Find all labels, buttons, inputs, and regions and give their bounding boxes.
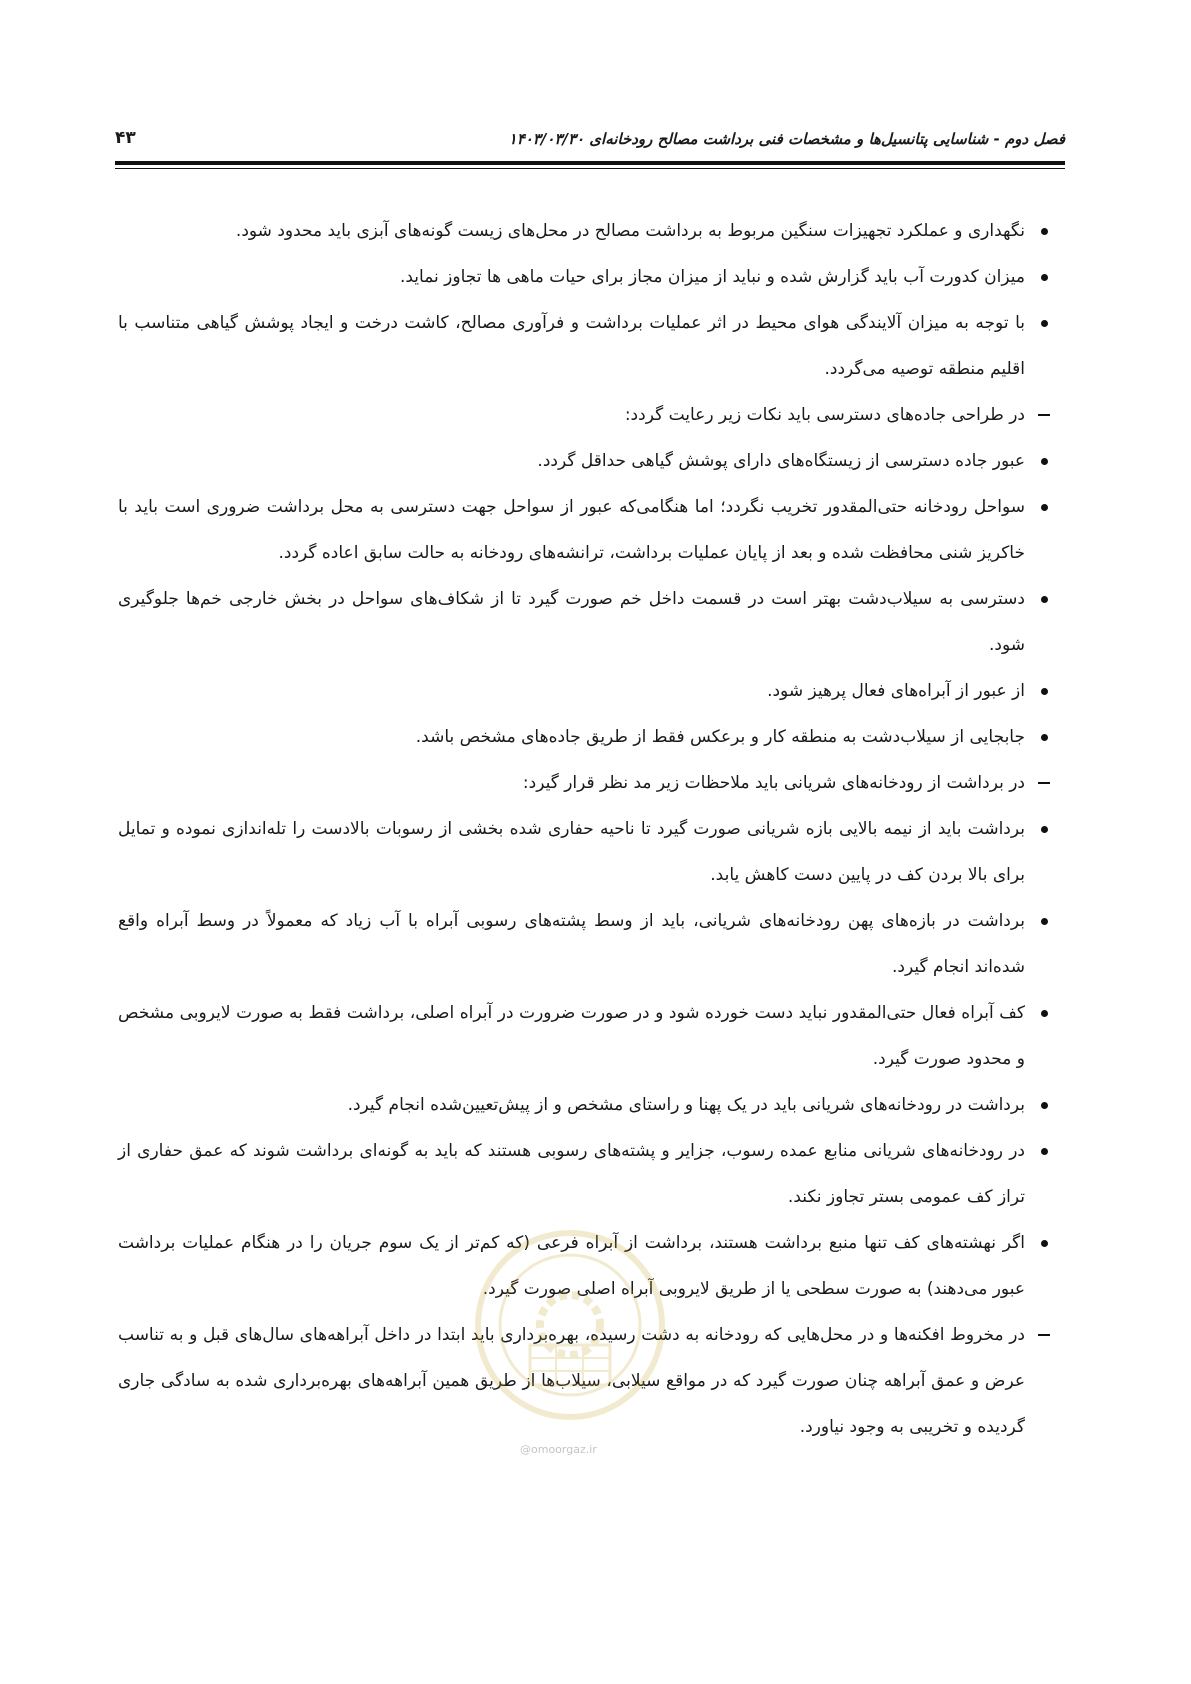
header-rule-thin [115, 168, 1065, 169]
chapter-title: فصل دوم - شناسایی پتانسیل‌ها و مشخصات فنی برداشت مصالح رودخانه‌ای ۱۴۰۳/۰۳/۳۰ [508, 130, 1065, 148]
item-text: در مخروط افکنه‌ها و در محل‌هایی که رودخانه به دشت رسیده، بهره‌برداری باید ابتدا در داخل آبراهه‌های سال‌های قبل و به تناسب عرض و عمق آبراهه چنان صورت گیرد که در مواقع سیلابی، سیلاب‌ها از طریق همین آبراهه‌های بهره‌برداری شده به سادگی جاری گردیده و تخریبی به وجود نیاورد. [118, 1325, 1025, 1437]
bullet-item [118, 1220, 1063, 1312]
bullet-icon [1025, 898, 1063, 944]
bullet-icon [1025, 990, 1063, 1036]
bullet-item [118, 300, 1063, 392]
bullet-icon [1025, 1082, 1063, 1128]
dash-item [118, 1312, 1063, 1450]
item-text: در طراحی جاده‌های دسترسی باید نکات زیر رعایت گردد: [624, 405, 1025, 425]
bullet-icon [1025, 576, 1063, 622]
bullet-icon [1025, 806, 1063, 852]
item-text: در رودخانه‌های شریانی منابع عمده رسوب، جزایر و پشته‌های رسوبی هستند که باید به گونه‌ای برداشت شوند که عمق حفاری از تراز کف عمومی بستر تجاوز نکند. [118, 1141, 1025, 1207]
bullet-icon [1025, 438, 1063, 484]
item-text: در برداشت از رودخانه‌های شریانی باید ملاحظات زیر مد نظر قرار گیرد: [522, 773, 1025, 793]
bullet-item [118, 484, 1063, 576]
dash-item [118, 760, 1063, 806]
item-text: برداشت باید از نیمه بالایی بازه شریانی صورت گیرد تا ناحیه حفاری شده بخشی از رسوبات بالادست را تله‌اندازی نموده و تمایل برای بالا بردن کف در پایین دست کاهش یابد. [118, 819, 1025, 885]
bullet-icon [1025, 668, 1063, 714]
header-rule-thick [115, 161, 1065, 165]
bullet-item [118, 1128, 1063, 1220]
dash-item [118, 392, 1063, 438]
bullet-item [118, 254, 1063, 300]
bullet-icon [1025, 300, 1063, 346]
bullet-icon [1025, 1220, 1063, 1266]
item-text: برداشت در بازه‌های پهن رودخانه‌های شریانی، باید از وسط پشته‌های رسوبی آبراه با آب زیاد که معمولاً در وسط آبراه واقع شده‌اند انجام گیرد. [118, 911, 1025, 977]
dash-icon [1025, 1312, 1063, 1358]
bullet-icon [1025, 484, 1063, 530]
bullet-icon [1025, 714, 1063, 760]
bullet-item [118, 714, 1063, 760]
bullet-item [118, 990, 1063, 1082]
dash-icon [1025, 392, 1063, 438]
bullet-icon [1025, 208, 1063, 254]
bullet-item [118, 806, 1063, 898]
item-text: برداشت در رودخانه‌های شریانی باید در یک پهنا و راستای مشخص و از پیش‌تعیین‌شده انجام گیرد. [347, 1095, 1025, 1115]
item-text: میزان کدورت آب باید گزارش شده و نباید از میزان مجاز برای حیات ماهی ها تجاوز نماید. [399, 267, 1025, 287]
bullet-item [118, 1082, 1063, 1128]
dash-icon [1025, 760, 1063, 806]
page-number: ۴۳ [115, 128, 136, 148]
bullet-item [118, 576, 1063, 668]
bullet-icon [1025, 254, 1063, 300]
watermark-url: @omoorgaz.ir [520, 1443, 597, 1456]
bullet-item [118, 668, 1063, 714]
item-text: از عبور از آبراه‌های فعال پرهیز شود. [767, 681, 1025, 701]
item-text: عبور جاده دسترسی از زیستگاه‌های دارای پوشش گیاهی حداقل گردد. [537, 451, 1025, 471]
item-text: اگر نهشته‌های کف تنها منبع برداشت هستند، برداشت از آبراه فرعی (که کم‌تر از یک سوم جریان را در هنگام عملیات برداشت عبور می‌دهند) به صورت سطحی یا از طریق لایروبی آبراه اصلی صورت گیرد. [118, 1233, 1025, 1299]
bullet-icon [1025, 1128, 1063, 1174]
page-header [115, 124, 1065, 164]
item-text: سواحل رودخانه حتی‌المقدور تخریب نگردد؛ اما هنگامی‌که عبور از سواحل جهت دسترسی به محل برداشت ضروری است باید با خاکریز شنی محافظت شده و بعد از پایان عملیات برداشت، ترانشه‌های رودخانه به حالت سابق اعاده گردد. [118, 497, 1025, 563]
bullet-item [118, 898, 1063, 990]
item-text: جابجایی از سیلاب‌دشت به منطقه کار و برعکس فقط از طریق جاده‌های مشخص باشد. [415, 727, 1025, 747]
bullet-item [118, 438, 1063, 484]
item-text: نگهداری و عملکرد تجهیزات سنگین مربوط به برداشت مصالح در محل‌های زیست گونه‌های آبزی باید محدود شود. [235, 221, 1025, 241]
item-text: با توجه به میزان آلایندگی هوای محیط در اثر عملیات برداشت و فرآوری مصالح، کاشت درخت و ایجاد پوشش گیاهی متناسب با اقلیم منطقه توصیه می‌گردد. [118, 313, 1025, 379]
item-text: کف آبراه فعال حتی‌المقدور نباید دست خورده شود و در صورت ضرورت در آبراه اصلی، برداشت فقط به صورت لایروبی مشخص و محدود صورت گیرد. [118, 1003, 1025, 1069]
body-text [118, 208, 1063, 1450]
bullet-item [118, 208, 1063, 254]
item-text: دسترسی به سیلاب‌دشت بهتر است در قسمت داخل خم صورت گیرد تا از شکاف‌های سواحل در بخش خارجی خم‌ها جلوگیری شود. [118, 589, 1025, 655]
